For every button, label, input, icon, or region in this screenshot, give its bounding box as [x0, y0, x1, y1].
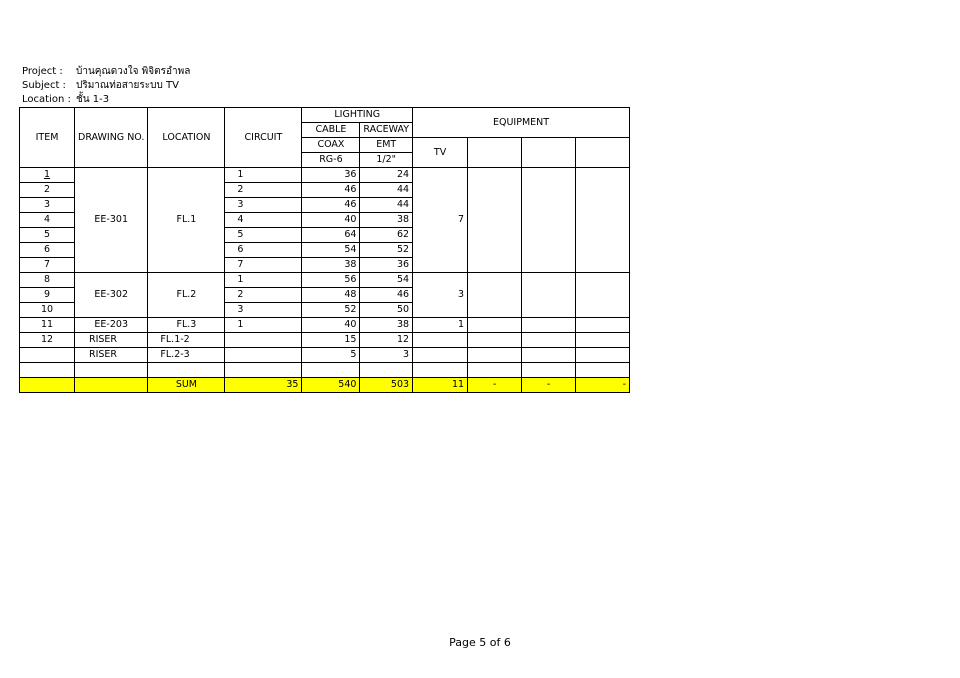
cable-cell: 52	[302, 303, 360, 318]
item-cell	[20, 348, 75, 363]
cable-cell: 46	[302, 183, 360, 198]
item-cell: 4	[20, 213, 75, 228]
sum-raceway: 503	[360, 378, 413, 393]
col-rg6: RG-6	[302, 153, 360, 168]
equipment-cell	[576, 318, 630, 333]
drawing-cell: RISER	[75, 348, 148, 363]
col-location: LOCATION	[148, 108, 225, 168]
circuit-cell: 6	[225, 243, 302, 258]
circuit-cell: 1	[225, 318, 302, 333]
equipment-cell	[522, 348, 576, 363]
cable-cell: 56	[302, 273, 360, 288]
col-emt: EMT	[360, 138, 413, 153]
equipment-cell	[576, 348, 630, 363]
cable-cell: 38	[302, 258, 360, 273]
drawing-cell: EE-302	[75, 273, 148, 318]
col-item: ITEM	[20, 108, 75, 168]
raceway-cell: 44	[360, 198, 413, 213]
empty-cell	[413, 363, 468, 378]
raceway-cell: 38	[360, 318, 413, 333]
empty-cell	[75, 363, 148, 378]
sum-tv: 11	[413, 378, 468, 393]
empty-cell	[302, 363, 360, 378]
project-label: Project :	[22, 66, 63, 77]
tv-cell	[413, 348, 468, 363]
circuit-cell: 2	[225, 288, 302, 303]
item-cell: 9	[20, 288, 75, 303]
subject-label: Subject :	[22, 80, 66, 91]
equipment-cell	[522, 168, 576, 273]
raceway-cell: 44	[360, 183, 413, 198]
drawing-cell: EE-301	[75, 168, 148, 273]
empty-cell	[522, 363, 576, 378]
location-line	[22, 93, 109, 106]
raceway-cell: 12	[360, 333, 413, 348]
sum-empty-cell	[20, 378, 75, 393]
project-line	[22, 65, 190, 78]
header-row-1	[20, 108, 630, 123]
col-coax: COAX	[302, 138, 360, 153]
equipment-cell	[468, 348, 522, 363]
col-drawing-no: DRAWING NO.	[75, 108, 148, 168]
location-cell: FL.2-3	[148, 348, 225, 363]
cable-cell: 5	[302, 348, 360, 363]
sum-circuit: 35	[225, 378, 302, 393]
cable-cell: 54	[302, 243, 360, 258]
col-equipment-3	[522, 138, 576, 168]
drawing-cell: RISER	[75, 333, 148, 348]
circuit-cell: 3	[225, 198, 302, 213]
empty-row	[20, 363, 630, 378]
cable-cell: 48	[302, 288, 360, 303]
circuit-cell	[225, 348, 302, 363]
equipment-cell	[522, 318, 576, 333]
location-cell: FL.1-2	[148, 333, 225, 348]
sum-equipment: -	[522, 378, 576, 393]
item-cell: 12	[20, 333, 75, 348]
location-cell: FL.1	[148, 168, 225, 273]
raceway-cell: 62	[360, 228, 413, 243]
item-cell: 2	[20, 183, 75, 198]
table-row	[20, 348, 630, 363]
location-cell: FL.3	[148, 318, 225, 333]
item-cell: 1	[20, 168, 75, 183]
sum-empty-cell	[75, 378, 148, 393]
col-lighting: LIGHTING	[302, 108, 413, 123]
drawing-cell: EE-203	[75, 318, 148, 333]
col-cable: CABLE	[302, 123, 360, 138]
project-value: บ้านคุณดวงใจ พิจิตรอำพล	[76, 66, 191, 77]
col-circuit: CIRCUIT	[225, 108, 302, 168]
raceway-cell: 50	[360, 303, 413, 318]
raceway-cell: 36	[360, 258, 413, 273]
sum-label: SUM	[148, 378, 225, 393]
equipment-cell	[468, 318, 522, 333]
col-raceway: RACEWAY	[360, 123, 413, 138]
circuit-cell: 2	[225, 183, 302, 198]
item-cell: 6	[20, 243, 75, 258]
item-cell: 11	[20, 318, 75, 333]
raceway-cell: 3	[360, 348, 413, 363]
table-row	[20, 168, 630, 183]
item-cell: 8	[20, 273, 75, 288]
equipment-cell	[576, 333, 630, 348]
item-cell: 10	[20, 303, 75, 318]
equipment-cell	[468, 168, 522, 273]
raceway-cell: 38	[360, 213, 413, 228]
circuit-cell: 1	[225, 168, 302, 183]
item-cell: 5	[20, 228, 75, 243]
subject-value: ปริมาณท่อสายระบบ TV	[76, 80, 179, 91]
cable-cell: 15	[302, 333, 360, 348]
empty-cell	[576, 363, 630, 378]
raceway-cell: 54	[360, 273, 413, 288]
circuit-cell: 1	[225, 273, 302, 288]
equipment-cell	[522, 273, 576, 318]
sum-equipment: -	[576, 378, 630, 393]
tv-cell	[413, 333, 468, 348]
empty-cell	[360, 363, 413, 378]
raceway-cell: 52	[360, 243, 413, 258]
location-cell: FL.2	[148, 273, 225, 318]
item-cell: 3	[20, 198, 75, 213]
location-label: Location :	[22, 94, 71, 105]
table-row	[20, 333, 630, 348]
page-number: Page 5 of 6	[449, 636, 511, 649]
equipment-cell	[468, 273, 522, 318]
sum-equipment: -	[468, 378, 522, 393]
col-equipment-2	[468, 138, 522, 168]
sum-cable: 540	[302, 378, 360, 393]
cable-cell: 40	[302, 318, 360, 333]
table-row	[20, 318, 630, 333]
col-half-inch: 1/2"	[360, 153, 413, 168]
empty-cell	[20, 363, 75, 378]
table-row	[20, 273, 630, 288]
tv-cell: 1	[413, 318, 468, 333]
tv-cell: 7	[413, 168, 468, 273]
cable-cell: 40	[302, 213, 360, 228]
subject-line	[22, 79, 179, 92]
cable-cell: 46	[302, 198, 360, 213]
tv-cell: 3	[413, 273, 468, 318]
equipment-cell	[522, 333, 576, 348]
equipment-cell	[576, 168, 630, 273]
location-value: ชั้น 1-3	[76, 94, 110, 105]
item-cell: 7	[20, 258, 75, 273]
raceway-cell: 24	[360, 168, 413, 183]
circuit-cell: 3	[225, 303, 302, 318]
cable-cell: 64	[302, 228, 360, 243]
circuit-cell: 4	[225, 213, 302, 228]
circuit-cell: 5	[225, 228, 302, 243]
col-equipment: EQUIPMENT	[413, 108, 630, 138]
sum-row	[20, 378, 630, 393]
equipment-cell	[576, 273, 630, 318]
empty-cell	[148, 363, 225, 378]
quantity-table	[19, 107, 630, 393]
circuit-cell: 7	[225, 258, 302, 273]
col-tv: TV	[413, 138, 468, 168]
equipment-cell	[468, 333, 522, 348]
empty-cell	[225, 363, 302, 378]
col-equipment-4	[576, 138, 630, 168]
empty-cell	[468, 363, 522, 378]
circuit-cell	[225, 333, 302, 348]
cable-cell: 36	[302, 168, 360, 183]
raceway-cell: 46	[360, 288, 413, 303]
